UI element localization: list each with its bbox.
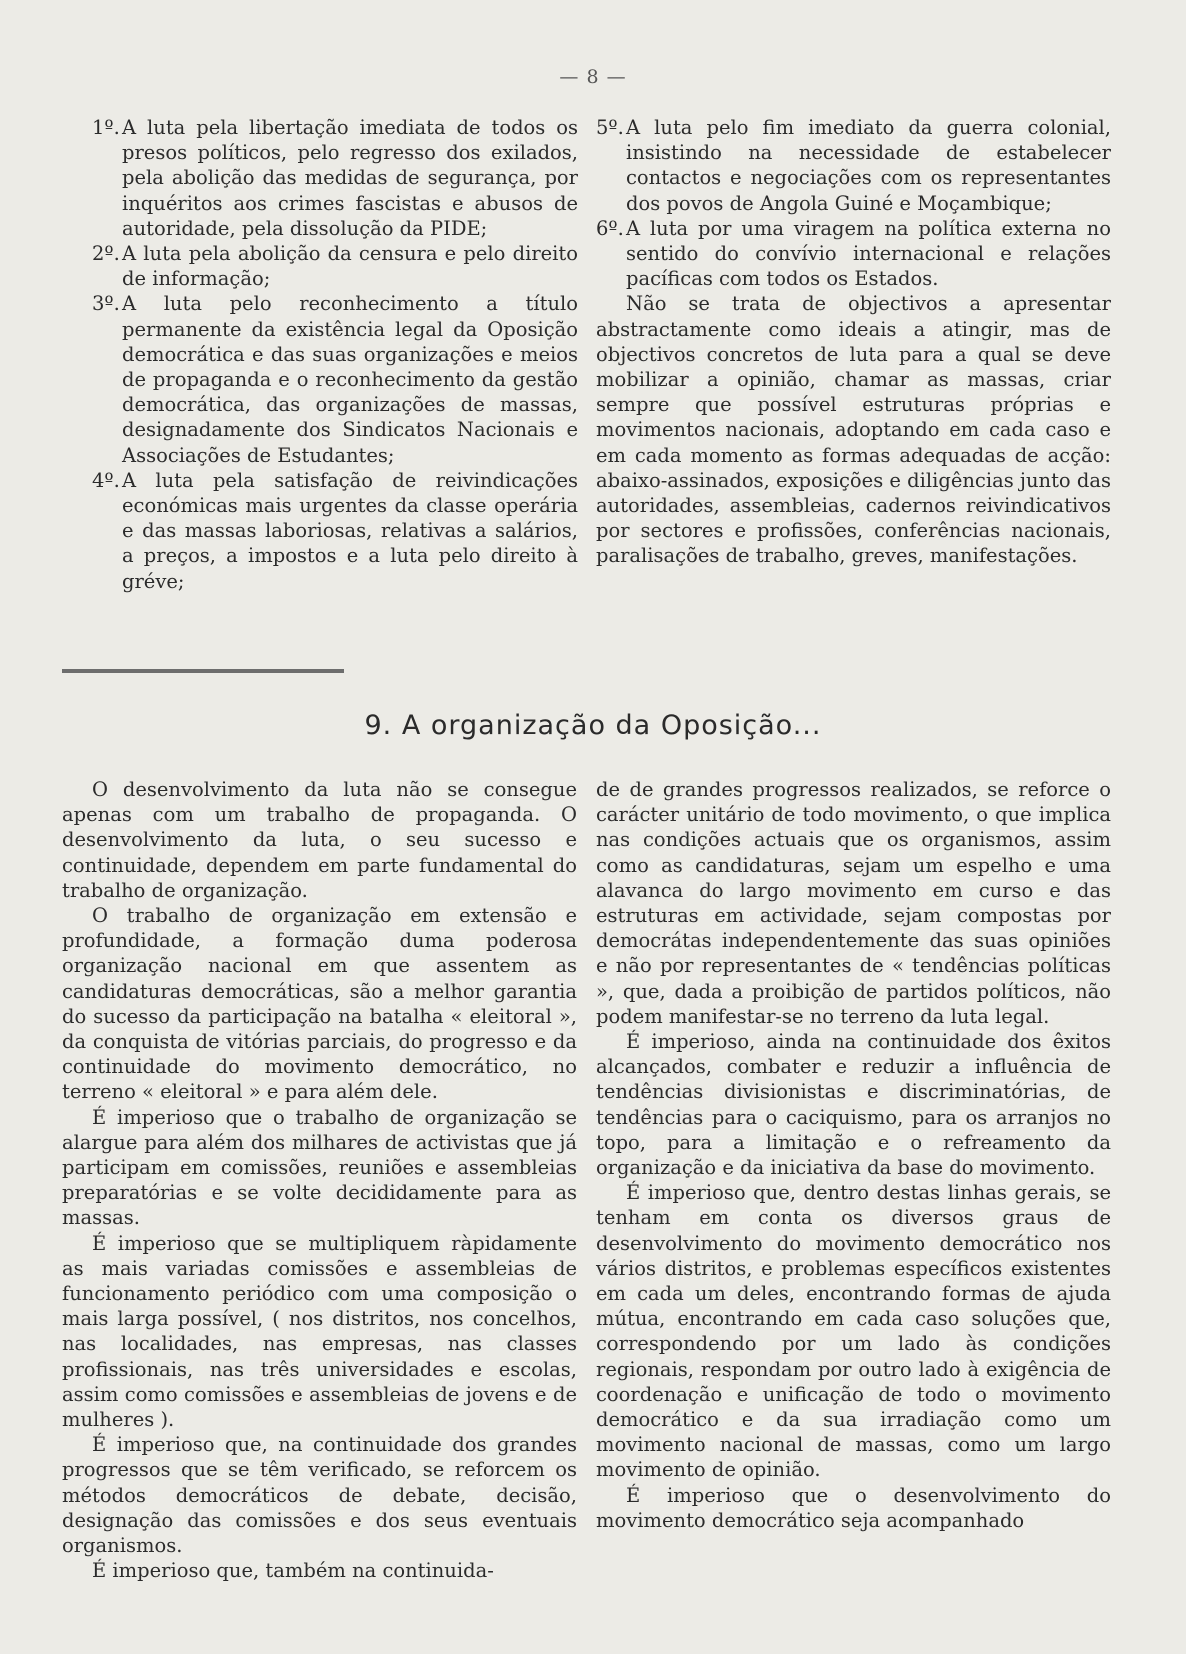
paragraph: O desenvolvimento da luta não se consegue apenas com um trabalho de propaganda. O desenvolvimento da luta, o seu sucesso e continuidade, dependem em parte fundamental do trabalho de organização. xyxy=(62,778,577,902)
page-number: — 8 — xyxy=(559,66,627,88)
item-number: 6º. xyxy=(596,216,624,240)
item-text: A luta por uma viragem na política externa no sentido do convívio internacional e relações pacíficas com todos os Estados. xyxy=(626,216,1111,291)
list-item xyxy=(596,115,1111,216)
objectives-list-left xyxy=(92,115,578,594)
objectives-list-right xyxy=(596,115,1111,569)
section-divider xyxy=(62,669,344,673)
item-text: A luta pelo fim imediato da guerra colonial, insistindo na necessidade de estabelecer contactos e negociações com os representantes dos povos de Angola Guiné e Moçambique; xyxy=(626,116,1111,215)
list-item xyxy=(92,468,578,594)
item-number: 5º. xyxy=(596,116,624,139)
list-item xyxy=(92,115,578,241)
text-column-left xyxy=(62,777,577,1584)
paragraph: É imperioso que o trabalho de organização se alargue para além dos milhares de activistas que já participam em comissões, reuniões e assembleias preparatórias e se volte decididamente para as massas. xyxy=(62,1105,577,1230)
section-heading: 9. A organização da Oposição... xyxy=(364,710,822,741)
item-text: A luta pela libertação imediata de todos os presos políticos, pelo regresso dos exilados, pela abolição das medidas de segurança, por inquéritos aos crimes fascistas e abusos de autoridade, pela dissolução da PIDE; xyxy=(122,116,578,240)
list-item xyxy=(92,291,578,467)
paragraph: É imperioso que, na continuidade dos grandes progressos que se têm verificado, se reforcem os métodos democráticos de debate, decisão, designação das comissões e dos seus eventuais organismos. xyxy=(62,1433,577,1558)
item-text: A luta pela satisfação de reivindicações económicas mais urgentes da classe operária e das massas laboriosas, relativas a salários, a preços, a impostos e a luta pelo direito à gréve; xyxy=(122,468,578,593)
paragraph: É imperioso que, dentro destas linhas gerais, se tenham em conta os diversos graus de desenvolvimento do movimento democrático nos vários distritos, e problemas específicos existentes em cada um deles, encontrando formas de ajuda mútua, encontrando em cada caso soluções que, correspondendo por um lado às condições regionais, respondam por outro lado à exigência de coordenação e unificação de todo o movimento democrático e da sua irradiação como um movimento nacional de massas, como um largo movimento de opinião. xyxy=(596,1181,1111,1482)
paragraph: Não se trata de objectivos a apresentar abstractamente como ideais a atingir, mas de objectivos concretos de luta para a qual se deve mobilizar a opinião, chamar as massas, criar sempre que possível estruturas próprias e movimentos nacionais, adoptando em cada caso e em cada momento as formas adequadas de acção: abaixo-assinados, exposições e diligências junto das autoridades, assembleias, cadernos reivindicativos por sectores e profissões, conferências nacionais, paralisações de trabalho, greves, manifestações. xyxy=(596,292,1111,568)
paragraph: É imperioso, ainda na continuidade dos êxitos alcançados, combater e reduzir a influência de tendências divisionistas e discriminatórias, de tendências para o caciquismo, para os arranjos no topo, para a limitação e o refreamento da organização e da iniciativa da base do movimento. xyxy=(596,1030,1111,1180)
item-number: 4º. xyxy=(92,468,120,492)
list-item xyxy=(92,241,578,291)
item-text: A luta pela abolição da censura e pelo direito de informação; xyxy=(122,242,578,291)
paragraph: É imperioso que o desenvolvimento do movimento democrático seja acompanhado xyxy=(596,1483,1111,1532)
item-number: 2º. xyxy=(92,242,120,266)
paragraph: É imperioso que, também na continuida- xyxy=(92,1559,494,1583)
item-number: 1º. xyxy=(92,116,120,139)
text-column-right xyxy=(596,777,1111,1533)
paragraph: O trabalho de organização em extensão e profundidade, a formação duma poderosa organização nacional em que assentem as candidaturas democráticas, são a melhor garantia do sucesso da participação na batalha « eleitoral », da conquista de vitórias parciais, do progresso e da continuidade do movimento democrático, no terreno « eleitoral » e para além dele. xyxy=(62,904,577,1104)
paragraph: de de grandes progressos realizados, se reforce o carácter unitário de todo movimento, o que implica nas condições actuais que os organismos, assim como as candidaturas, sejam um espelho e uma alavanca do largo movimento em curso e das estruturas em actividade, sejam compostas por democrátas independentemente das suas opiniões e não por representantes de « tendências políticas », que, dada a proibição de partidos políticos, não podem manifestar-se no terreno da luta legal. xyxy=(596,778,1111,1028)
paragraph: É imperioso que se multipliquem ràpidamente as mais variadas comissões e assembleias de funcionamento periódico com uma composição o mais larga possível, ( nos distritos, nos concelhos, nas localidades, nas empresas, nas classes profissionais, nas três universidades e escolas, assim como comissões e assembleias de jovens e de mulheres ). xyxy=(62,1231,577,1432)
item-text: A luta pelo reconhecimento a título permanente da existência legal da Oposição democrática e das suas organizações e meios de propaganda e o reconhecimento da gestão democrática, das organizações de massas, designadamente dos Sindicatos Nacionais e Associações de Estudantes; xyxy=(122,292,578,467)
item-number: 3º. xyxy=(92,292,120,316)
list-item xyxy=(596,216,1111,292)
